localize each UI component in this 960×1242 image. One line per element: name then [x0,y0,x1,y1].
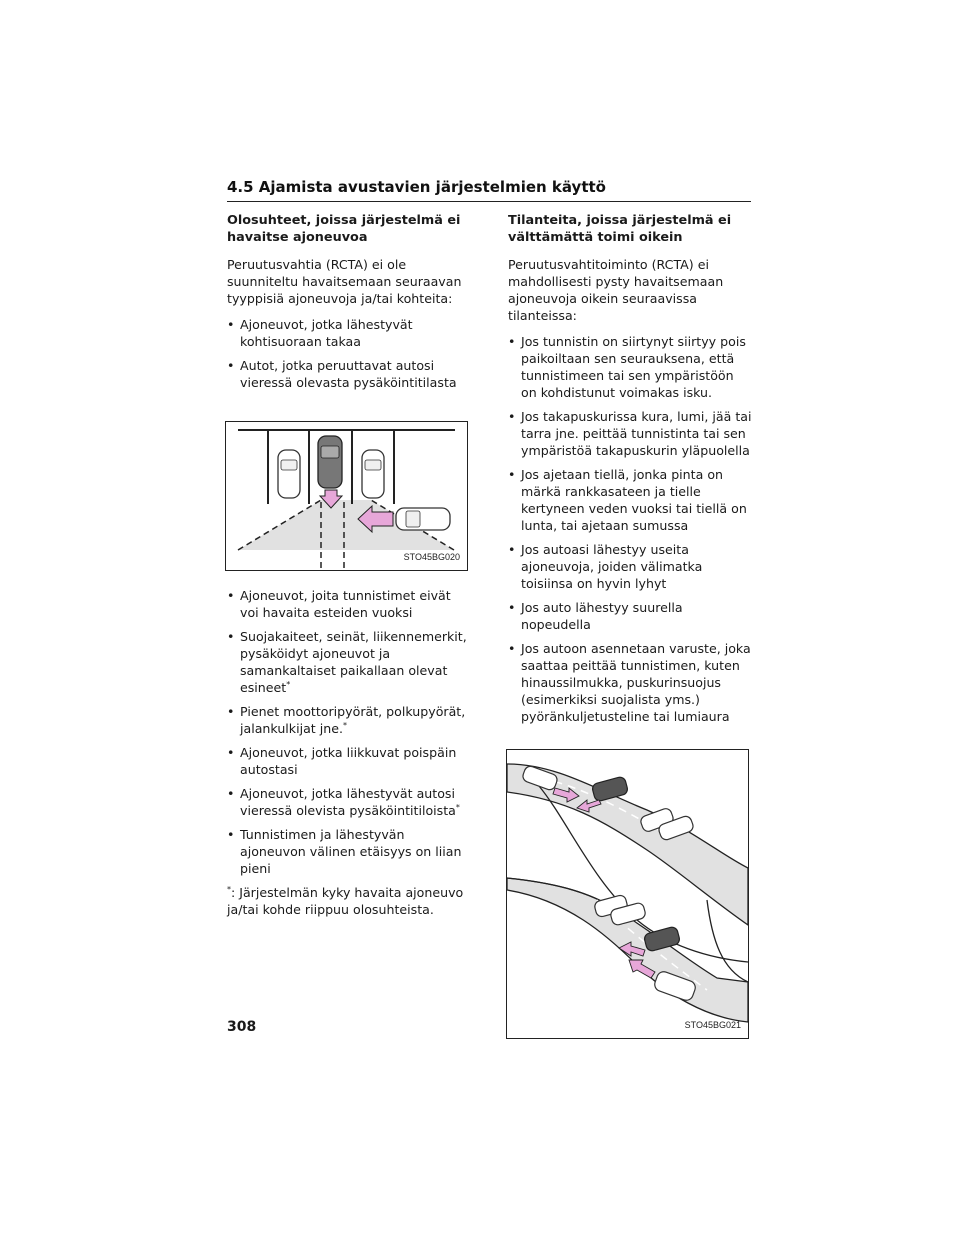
list-item: • Jos takapuskurissa kura, lumi, jää tai tarra jne. peittää tunnistinta tai sen ympäristöä takapuskurin yläpuolella [508,408,752,459]
list-item: • Jos ajetaan tiellä, jonka pinta on märkä rankkasateen ja tielle kertyneen veden vuoksi tai tiellä on lunta, tai ajetaan sumussa [508,466,752,534]
list-item: • Jos auto lähestyy suurella nopeudella [508,599,752,633]
list-item: • Jos autoon asennetaan varuste, joka saattaa peittää tunnistimen, kuten hinaussilmukka, puskurinsuojus (esimerkiksi suojalista yms.) pyöränkuljetusteline tai lumiaura [508,640,752,725]
asterisk-mark: * [342,720,347,730]
left-column [227,212,467,927]
road-diagram [507,750,748,1038]
figure-code: STO45BG020 [403,552,460,562]
asterisk-mark: * [286,679,291,689]
left-list-a [227,316,467,391]
list-item: • Jos autoasi lähestyy useita ajoneuvoja, joiden välimatka toisiinsa on hyvin lyhyt [508,541,752,592]
list-item: • Ajoneuvot, jotka liikkuvat poispäin autostasi [227,744,467,778]
right-intro: Peruutusvahtitoiminto (RCTA) ei mahdollisesti pysty havaitsemaan ajoneuvoja oikein seuraavissa tilanteissa: [508,257,724,323]
left-intro: Peruutusvahtia (RCTA) ei ole suunniteltu havaitsemaan seuraavan tyyppisiä ajoneuvoja ja/tai kohteita: [227,257,462,306]
figure-code: STO45BG021 [684,1020,741,1030]
list-item [227,703,467,737]
page-number: 308 [227,1019,257,1035]
asterisk-mark: * [227,884,231,894]
parking-figure [225,421,468,571]
list-item: • Tunnistimen ja lähestyvän ajoneuvon välinen etäisyys on liian pieni [227,826,467,877]
list-item-text: Suojakaiteet, seinät, liikennemerkit, pysäköidyt ajoneuvot ja samankaltaiset paikallaan olevat esineet [240,629,467,695]
list-item: • Autot, jotka peruuttavat autosi vieressä olevasta pysäköintitilasta [227,357,467,391]
list-item [227,785,467,819]
list-item: • Ajoneuvot, joita tunnistimet eivät voi havaita esteiden vuoksi [227,587,467,621]
list-item [227,628,467,696]
footnote-text: : Järjestelmän kyky havaita ajoneuvo ja/tai kohde riippuu olosuhteista. [227,885,464,917]
list-item: • Jos tunnistin on siirtynyt siirtyy pois paikoiltaan sen seurauksena, että tunnistimeen tai sen ympäristöön on kohdistunut voimakas isku. [508,333,752,401]
list-item-text: Ajoneuvot, jotka lähestyvät autosi vieressä olevista pysäköintitiloista [240,786,456,818]
asterisk-mark: * [455,802,460,812]
left-heading: Olosuhteet, joissa järjestelmä ei havaitse ajoneuvoa [227,213,461,245]
left-list-b [227,587,467,877]
right-column [508,212,752,1039]
right-heading: Tilanteita, joissa järjestelmä ei välttämättä toimi oikein [508,213,732,245]
section-header: 4.5 Ajamista avustavien järjestelmien käyttö [227,178,751,202]
parking-diagram [226,422,467,570]
road-figure [506,749,749,1039]
footnote [227,884,467,918]
list-item: • Ajoneuvot, jotka lähestyvät kohtisuoraan takaa [227,316,467,350]
list-item-text: Pienet moottoripyörät, polkupyörät, jalankulkijat jne. [240,704,466,736]
right-list [508,333,752,725]
